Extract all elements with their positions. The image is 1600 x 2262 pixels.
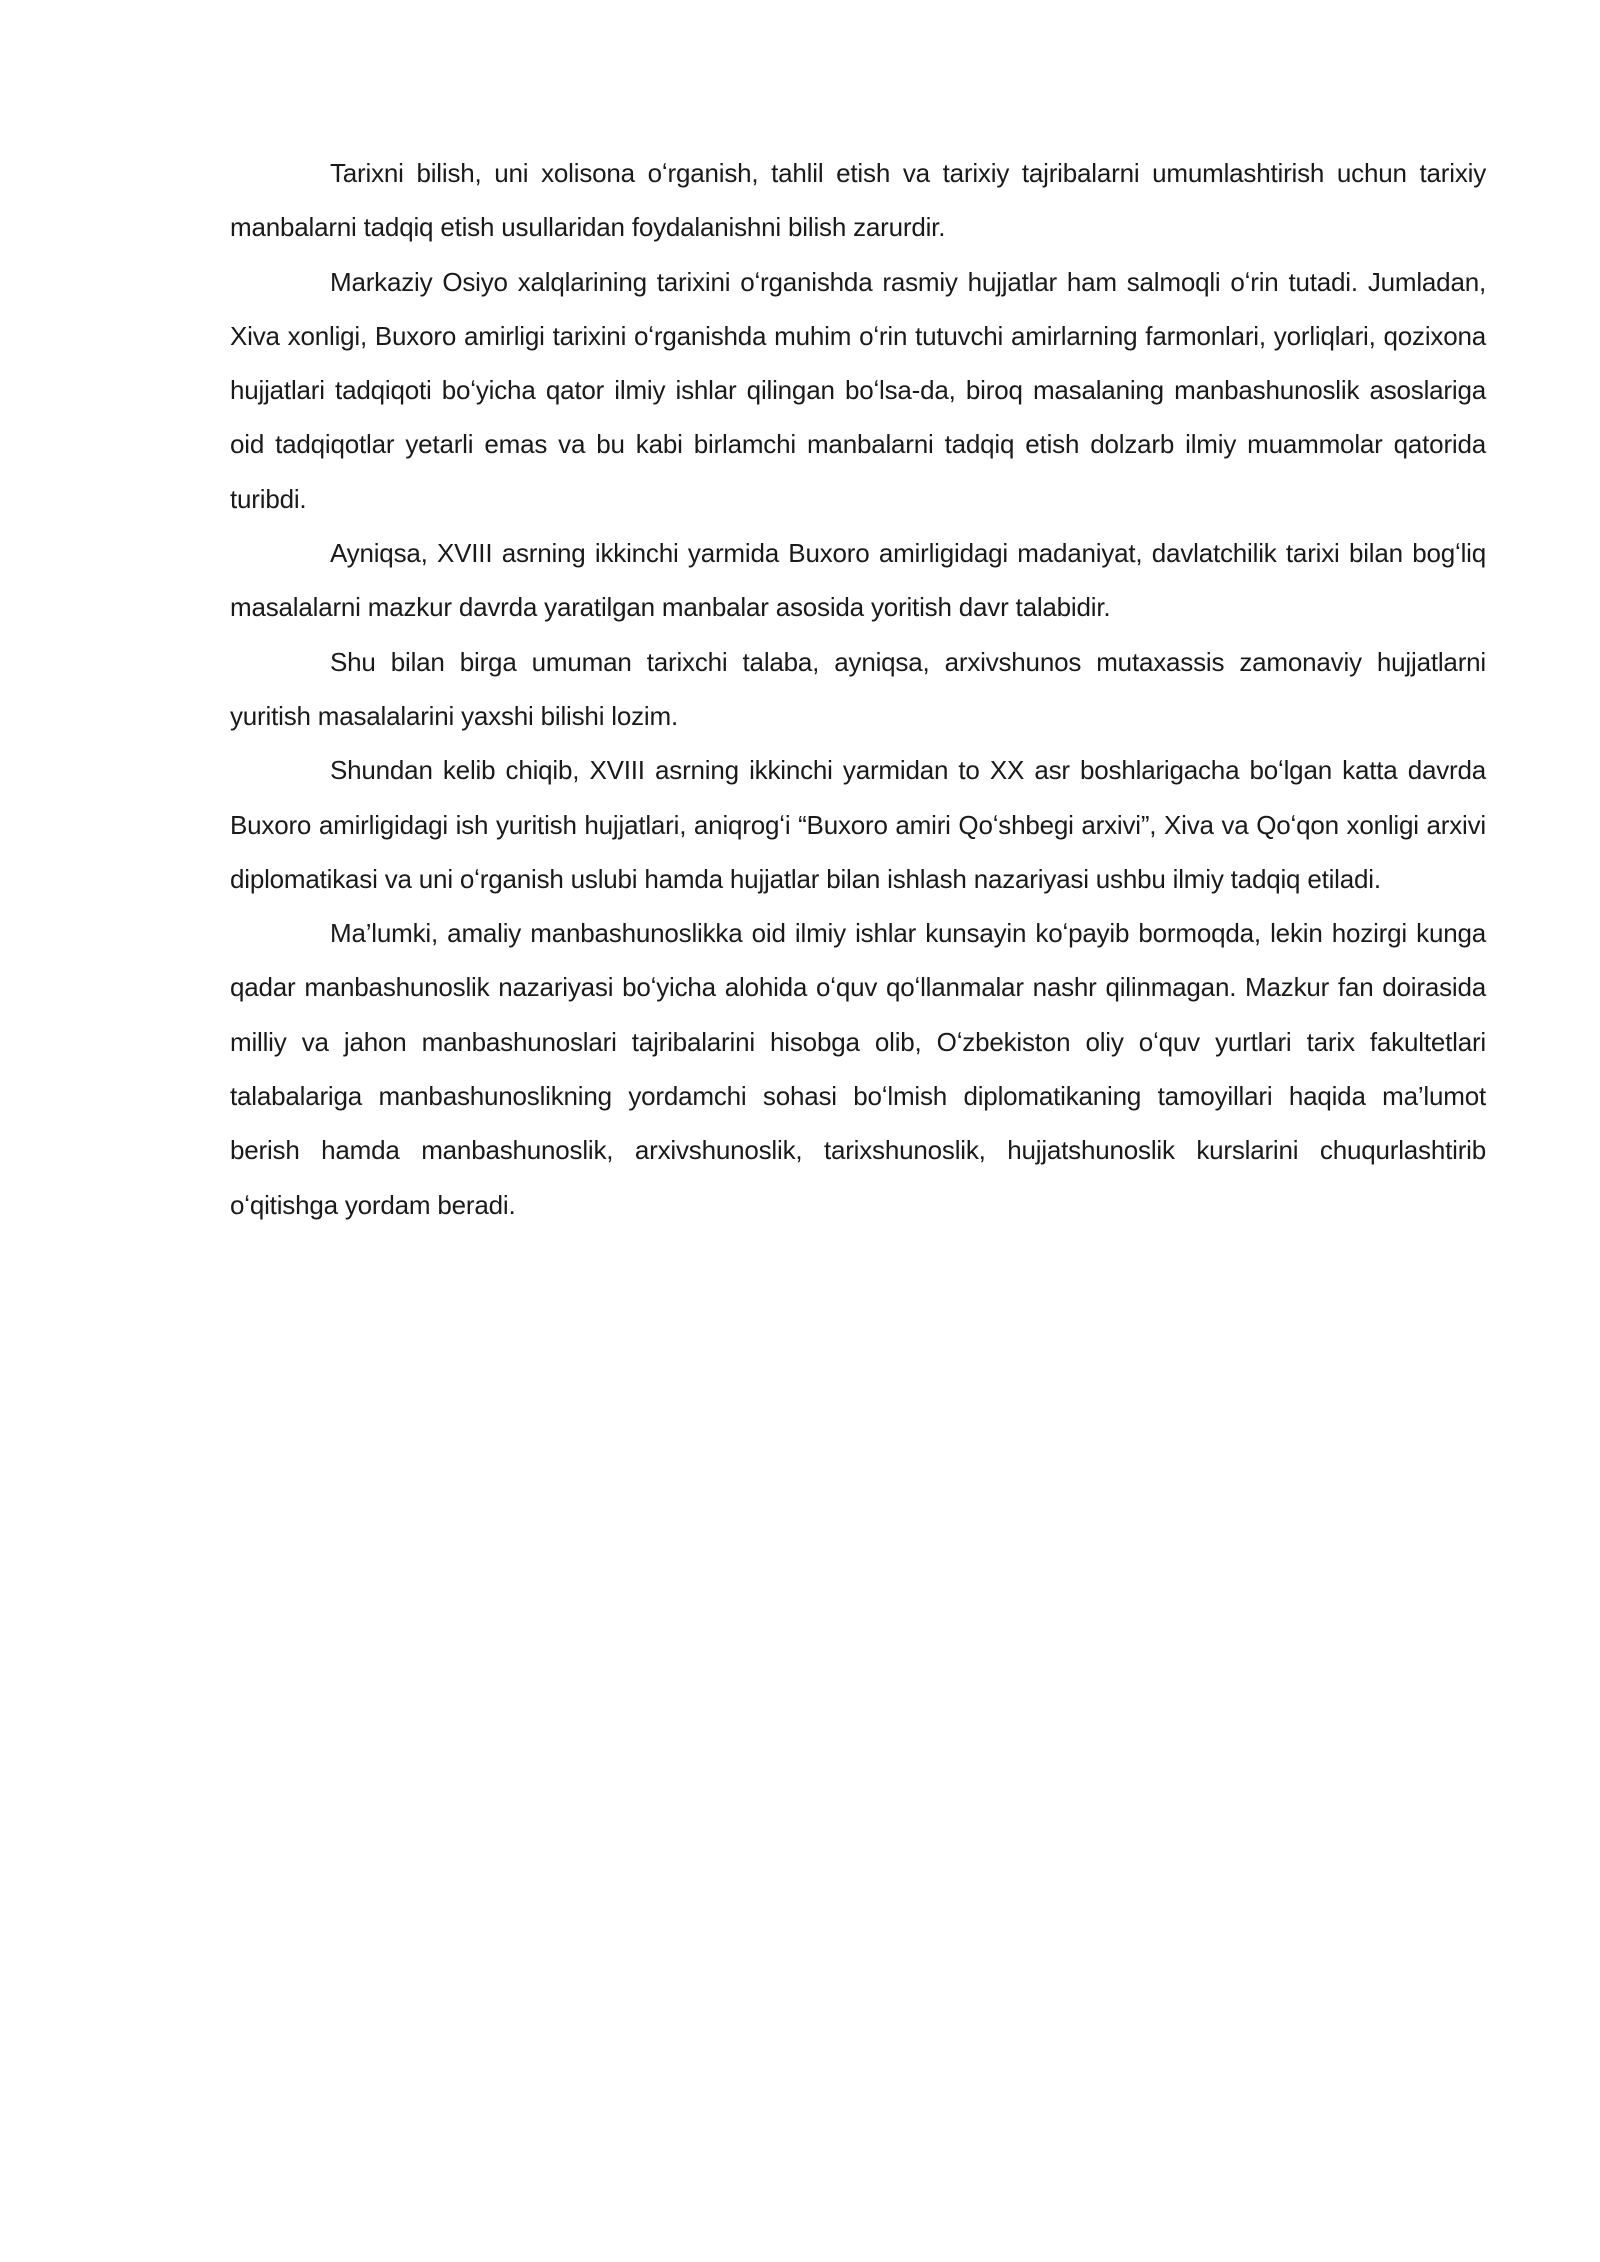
paragraph: Ma’lumki, amaliy manbashunoslikka oid ilmiy ishlar kunsayin koʻpayib bormoqda, lekin hozirgi kunga qadar manbashunoslik nazariyasi boʻyicha alohida oʻquv qoʻllanmalar nashr qilinmagan. Mazkur fan doirasida milliy va jahon manbashunoslari tajribalarini hisobga olib, Oʻzbekiston oliy oʻquv yurtlari tarix fakultetlari talabalariga manbashunoslikning yordamchi sohasi boʻlmish diplomatikaning tamoyillari haqida ma’lumot berish hamda manbashunoslik, arxivshunoslik, tarixshunoslik, hujjatshunoslik kurslarini chuqurlashtirib oʻqitishga yordam beradi.	[230, 918, 1486, 1220]
paragraph: Tarixni bilish, uni xolisona oʻrganish, tahlil etish va tarixiy tajribalarni umumlashtirish uchun tarixiy manbalarni tadqiq etish usullaridan foydalanishni bilish zarurdir.	[230, 158, 1486, 243]
paragraph: Shu bilan birga umuman tarixchi talaba, ayniqsa, arxivshunos mutaxassis zamonaviy hujjatlarni yuritish masalalarini yaxshi bilishi lozim.	[230, 646, 1486, 731]
paragraph: Ayniqsa, XVIII asrning ikkinchi yarmida Buxoro amirligidagi madaniyat, davlatchilik tarixi bilan bogʻliq masalalarni mazkur davrda yaratilgan manbalar asosida yoritish davr talabidir.	[230, 538, 1486, 623]
document-body	[230, 146, 1486, 1232]
paragraph: Markaziy Osiyo xalqlarining tarixini oʻrganishda rasmiy hujjatlar ham salmoqli oʻrin tutadi. Jumladan, Xiva xonligi, Buxoro amirligi tarixini oʻrganishda muhim oʻrin tutuvchi amirlarning farmonlari, yorliqlari, qozixona hujjatlari tadqiqoti boʻyicha qator ilmiy ishlar qilingan boʻlsa-da, biroq masalaning manbashunoslik asoslariga oid tadqiqotlar yetarli emas va bu kabi birlamchi manbalarni tadqiq etish dolzarb ilmiy muammolar qatorida turibdi.	[230, 266, 1486, 514]
paragraph: Shundan kelib chiqib, XVIII asrning ikkinchi yarmidan to XX asr boshlarigacha boʻlgan katta davrda Buxoro amirligidagi ish yuritish hujjatlari, aniqrogʻi “Buxoro amiri Qoʻshbegi arxivi”, Xiva va Qoʻqon xonligi arxivi diplomatikasi va uni oʻrganish uslubi hamda hujjatlar bilan ishlash nazariyasi ushbu ilmiy tadqiq etiladi.	[230, 755, 1486, 894]
